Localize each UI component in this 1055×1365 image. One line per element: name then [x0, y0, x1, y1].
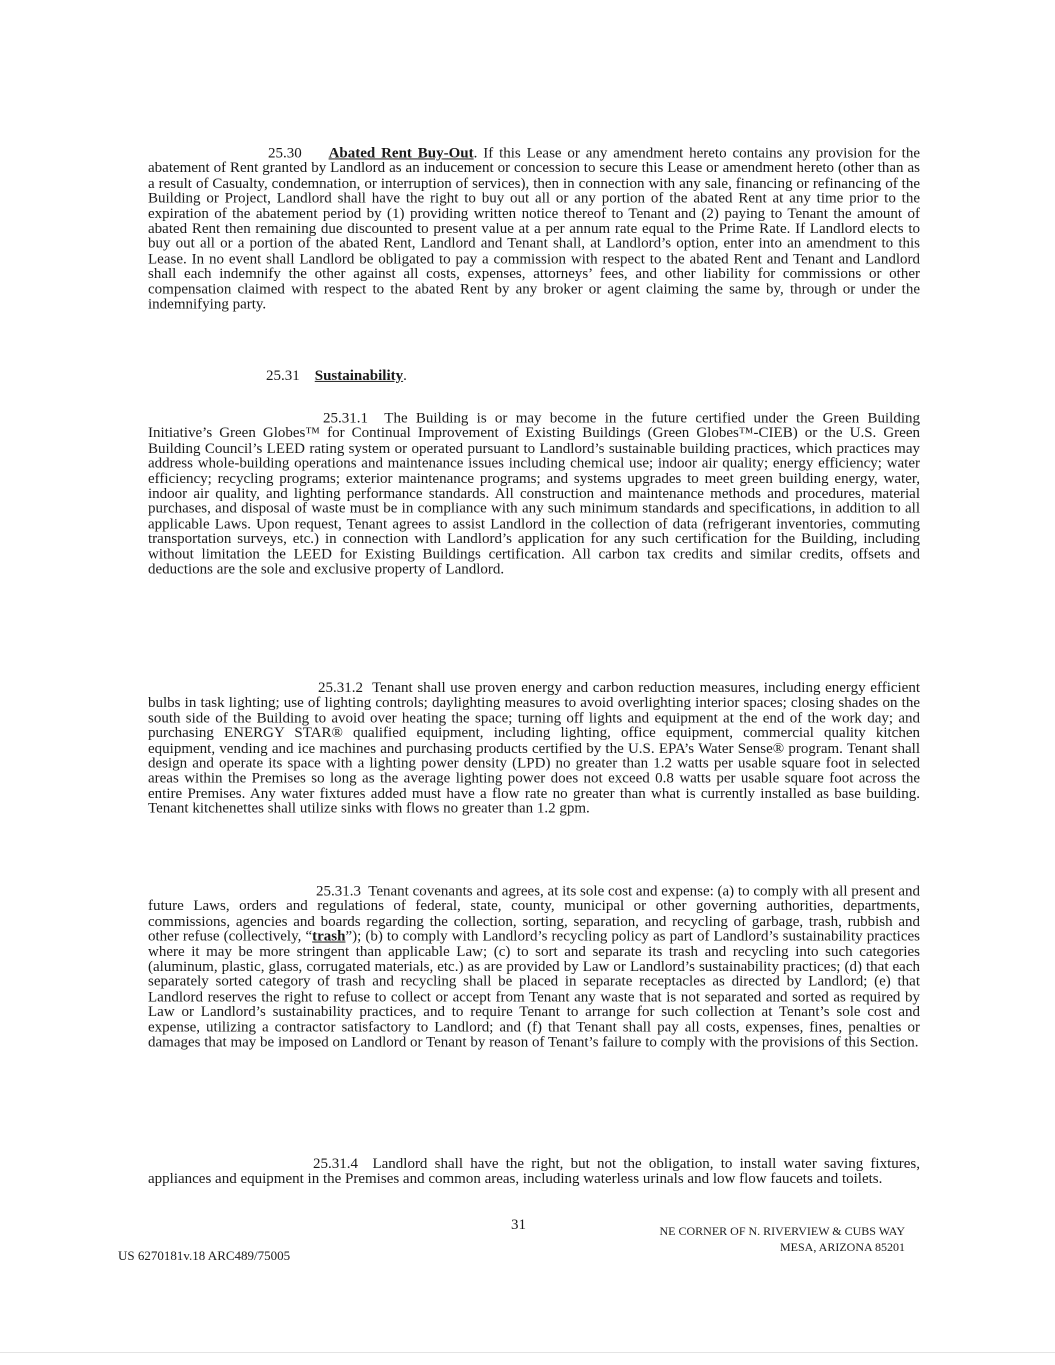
section-body: Landlord shall have the right, but not the obligation, to install water saving fixtures, appliances and equipment in the Premises and common areas, including waterless urinals and low flow faucets and toilets.	[148, 1156, 920, 1188]
section-25-31-4	[148, 1157, 920, 1187]
section-25-31-heading	[266, 369, 566, 384]
section-number: 25.30	[268, 145, 302, 162]
section-body: . If this Lease or any amendment hereto contains any provision for the abatement of Rent granted by Landlord as an inducement or concession to secure this Lease or amendment hereto (other than as a result of Casualty, condemnation, or interruption of services), then in connection with any sale, financing or refinancing of the Building or Project, Landlord shall have the right to buy out all or any portion of the abated Rent at any time prior to the expiration of the abatement period by (1) providing written notice thereof to Tenant and (2) paying to Tenant the amount of abated Rent then remaining due discounted to present value at a per annum rate equal to the Prime Rate. If Landlord elects to buy out all or a portion of the abated Rent, Landlord and Tenant shall, at Landlord’s option, enter into an amendment to this Lease. In no event shall Landlord be obligated to pay a commission with respect to the abated Rent and Tenant and Landlord shall each indemnify the other against all costs, expenses, attorneys’ fees, and other liability for commissions or other compensation claimed with respect to the abated Rent by any broker or agent claiming the same by, through or under the indemnifying party.	[148, 145, 920, 313]
document-id: US 6270181v.18 ARC489/75005	[118, 1248, 291, 1263]
section-number: 25.31.3	[316, 883, 361, 900]
section-title: Abated Rent Buy-Out	[328, 145, 474, 162]
section-body: Tenant shall use proven energy and carbon reduction measures, including energy efficient bulbs in task lighting; use of lighting controls; daylighting measures to avoid overlighting interior spaces; closing shades on the south side of the Building to avoid over heating the space; turning off lights and equipment at the end of the work day; and purchasing ENERGY STAR® qualified equipment, including lighting, office equipment, commercial quality kitchen equipment, vending and ice machines and purchasing products certified by the U.S. EPA’s Water Sense® program. Tenant shall design and operate its space with a lighting power density (LPD) no greater than 1.2 watts per usable square foot in selected areas within the Premises so long as the average lighting power does not exceed 0.8 watts per usable square foot across the entire Premises. Any water fixtures added must have a flow rate no greater than what is currently installed as base building. Tenant kitchenettes shall utilize sinks with flows no greater than 1.2 gpm.	[148, 680, 921, 817]
section-number: 25.31.4	[313, 1156, 358, 1173]
section-title-period: .	[403, 368, 407, 384]
section-body-a: Tenant covenants and agrees, at its sole cost and expense: (a) to comply with all present and future Laws, orders and regulations of federal, state, county, municipal or other governing authorities, departments, commissions, agencies and boards regarding the collection, sorting, separation, and recycling of garbage, trash, rubbish and other refuse (collectively, “	[148, 883, 920, 945]
section-number: 25.31.1	[323, 410, 368, 427]
section-body-b: ”); (b) to comply with Landlord’s recycling policy as part of Landlord’s sustainability practices where it may be more stringent than applicable Law; (c) to sort and separate its trash and recycling into such categories (aluminum, plastic, glass, corrugated materials, etc.) as are provided by Law or Landlord’s sustainability practices; (d) that each separately sorted category of trash and recycling shall be placed in separate receptacles as directed by Landlord; (e) that Landlord reserves the right to refuse to collect or accept from Tenant any waste that is not separated and sorted as required by Law or Landlord’s sustainability practices, and to require Tenant to arrange for such collection at Tenant’s sole cost and expense, utilizing a contractor satisfactory to Landlord; and (f) that Tenant shall pay all costs, expenses, fines, penalties or damages that may be imposed on Landlord or Tenant by reason of Tenant’s failure to comply with the provisions of this Section.	[148, 929, 920, 1051]
section-body: The Building is or may become in the future certified under the Green Building Initiative’s Green Globes™ for Continual Improvement of Existing Buildings (Green Globes™-CIEB) or the U.S. Green Building Council’s LEED rating system or operated pursuant to Landlord’s sustainable building practices, which practices may address whole-building operations and maintenance issues including chemical use; indoor air quality; energy efficiency; water efficiency; recycling programs; exterior maintenance programs; and systems upgrades to meet green building energy, water, indoor air quality, and lighting performance standards. All construction and maintenance methods and procedures, material purchases, and disposal of waste must be in compliance with any such minimum standards and specifications, in addition to all applicable Laws. Upon request, Tenant agrees to assist Landlord in the collection of data (refrigerant inventories, commuting transportation surveys, etc.) in connection with Landlord’s application for any such certification for the Building, including without limitation the LEED for Existing Buildings certification. All carbon tax credits and similar credits, offsets and deductions are the sole and exclusive property of Landlord.	[148, 410, 920, 578]
section-number: 25.31	[266, 368, 300, 384]
address-line-1: NE CORNER OF N. RIVERVIEW & CUBS WAY	[659, 1224, 905, 1238]
section-number: 25.31.2	[318, 680, 363, 697]
scan-edge-divider	[0, 1352, 1055, 1353]
defined-term: trash	[312, 929, 346, 945]
section-25-30	[148, 147, 920, 313]
section-title: Sustainability	[314, 368, 404, 384]
section-25-31-1	[148, 412, 920, 578]
section-25-31-2	[148, 681, 920, 817]
page-number: 31	[511, 1217, 526, 1233]
section-25-31-3	[148, 885, 920, 1051]
address-line-2: MESA, ARIZONA 85201	[779, 1240, 905, 1254]
